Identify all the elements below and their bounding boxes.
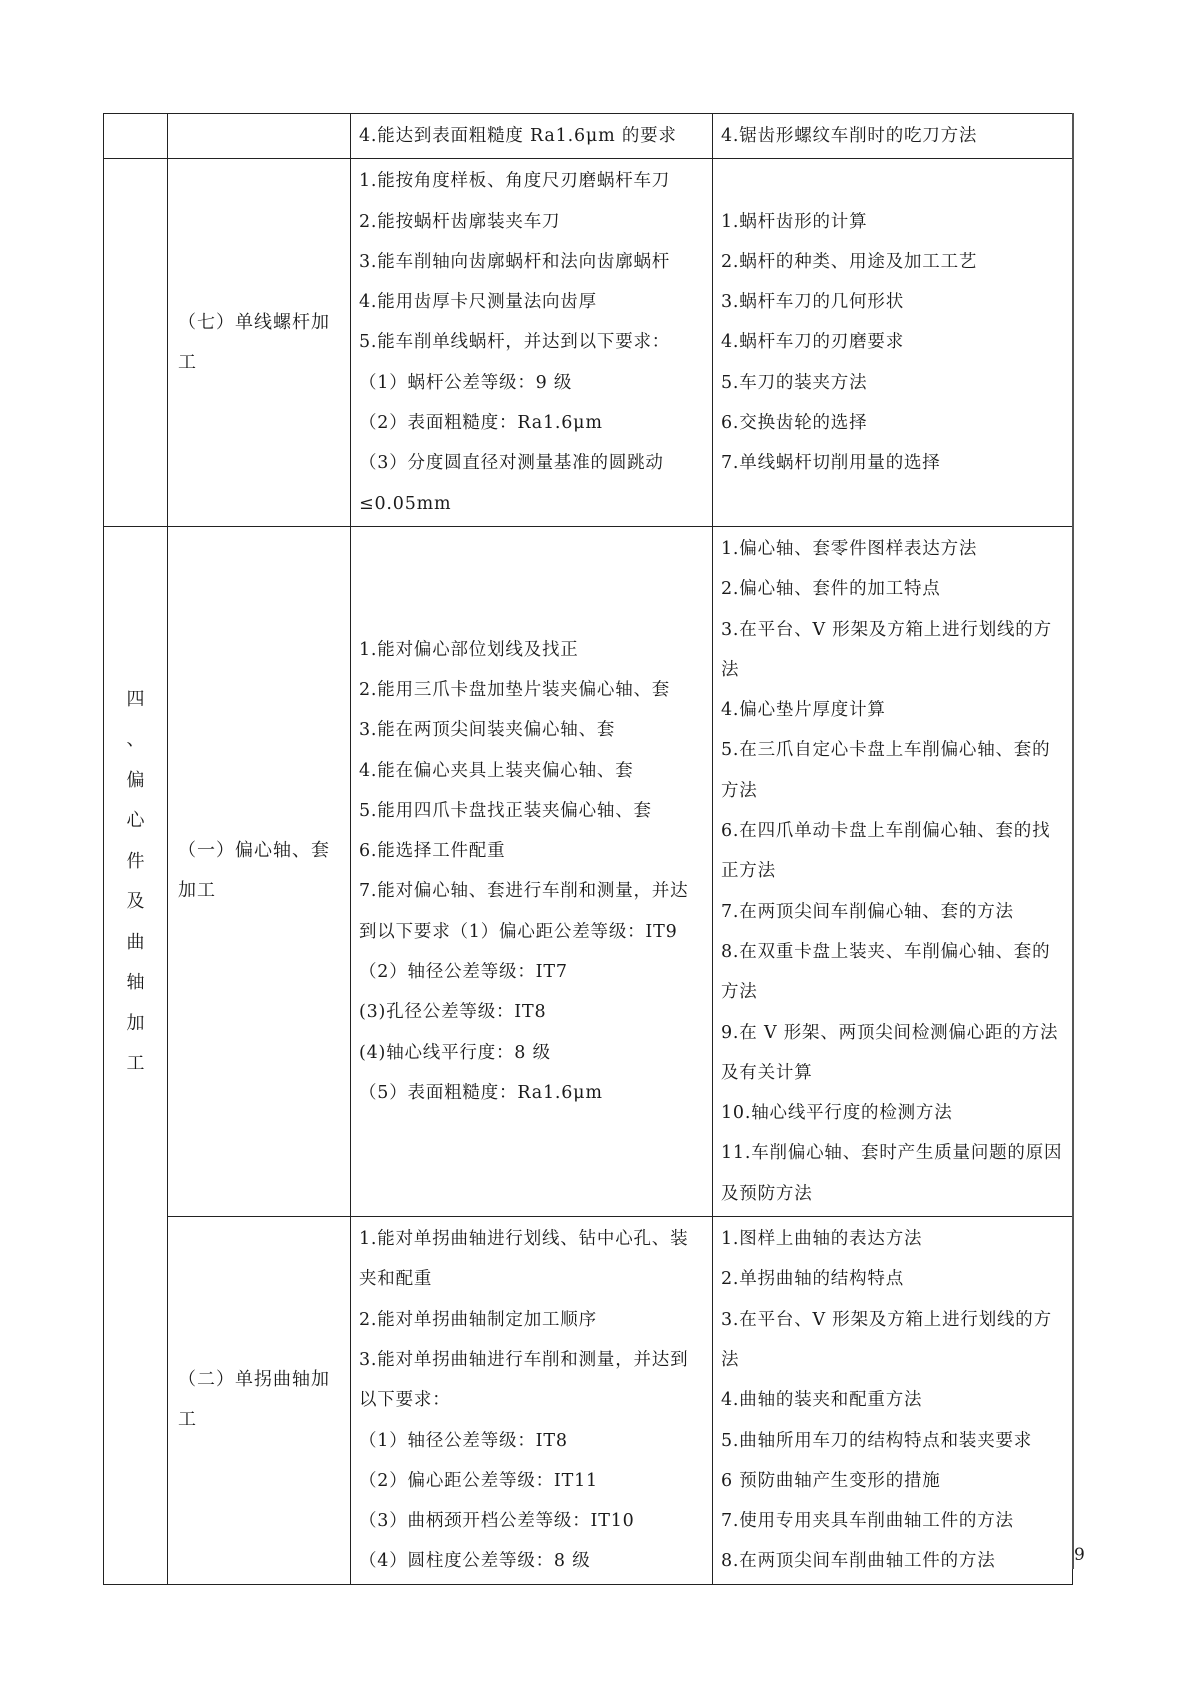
skill-item: 3.能车削轴向齿廓蜗杆和法向齿廓蜗杆 [359, 251, 671, 272]
knowledge-item: 2.偏心轴、套件的加工特点 [721, 579, 941, 600]
knowledge-item: 6.交换齿轮的选择 [721, 413, 868, 434]
skills-cell [351, 159, 713, 527]
table-row [104, 1217, 1073, 1585]
section-char: 心 [126, 810, 145, 832]
subsection-title: （七）单线螺杆加工 [168, 159, 351, 527]
knowledge-item: 1.图样上曲轴的表达方法 [721, 1229, 923, 1250]
section-char: 偏 [126, 769, 145, 791]
table-row [104, 526, 1073, 1216]
skill-item: 2.能对单拐曲轴制定加工顺序 [359, 1309, 597, 1330]
skill-item: 4.能达到表面粗糙度 Ra1.6μm 的要求 [359, 126, 677, 146]
skill-item: (3)孔径公差等级：IT8 [359, 1002, 547, 1023]
knowledge-item: 7.在两顶尖间车削偏心轴、套的方法 [721, 901, 1014, 922]
skill-item: （5）表面粗糙度：Ra1.6μm [359, 1082, 603, 1103]
knowledge-item: 4.蜗杆车刀的刃磨要求 [721, 332, 904, 353]
knowledge-item: 3.蜗杆车刀的几何形状 [721, 292, 904, 313]
knowledge-item: 9.在 V 形架、两顶尖间检测偏心距的方法及有关计算 [721, 1022, 1059, 1083]
knowledge-item: 3.在平台、V 形架及方箱上进行划线的方法 [721, 1309, 1052, 1370]
skills-cell [351, 1217, 713, 1585]
skill-item: 1.能对偏心部位划线及找正 [359, 639, 579, 660]
section-cell [104, 114, 168, 159]
knowledge-item: 2.单拐曲轴的结构特点 [721, 1269, 904, 1290]
knowledge-item: 6 预防曲轴产生变形的措施 [721, 1470, 941, 1491]
table-row [104, 114, 1073, 159]
knowledge-cell [713, 526, 1073, 1216]
knowledge-item: 4.偏心垫片厚度计算 [721, 700, 886, 721]
section-char: 曲 [126, 931, 145, 953]
knowledge-item: 2.蜗杆的种类、用途及加工工艺 [721, 251, 978, 272]
knowledge-item: 7.使用专用夹具车削曲轴工件的方法 [721, 1511, 1014, 1532]
skill-item: 1.能对单拐曲轴进行划线、钻中心孔、装夹和配重 [359, 1229, 689, 1290]
section-char: 工 [126, 1053, 145, 1075]
knowledge-item: 11.车削偏心轴、套时产生质量问题的原因及预防方法 [721, 1143, 1063, 1204]
section-char: 件 [126, 850, 145, 872]
knowledge-item: 3.在平台、V 形架及方箱上进行划线的方法 [721, 619, 1052, 680]
knowledge-item: 7.单线蜗杆切削用量的选择 [721, 453, 941, 474]
page-number: 9 [1074, 1545, 1085, 1565]
skill-item: 3.能在两顶尖间装夹偏心轴、套 [359, 720, 616, 741]
knowledge-item: 5.曲轴所用车刀的结构特点和装夹要求 [721, 1430, 1033, 1451]
subsection-cell [168, 114, 351, 159]
table-row [104, 159, 1073, 527]
section-char: 加 [126, 1012, 145, 1034]
skills-cell [351, 114, 713, 159]
skill-item: 3.能对单拐曲轴进行车削和测量，并达到以下要求： [359, 1349, 689, 1411]
skill-item: （3）分度圆直径对测量基准的圆跳动≤0.05mm [359, 453, 664, 514]
knowledge-item: 5.在三爪自定心卡盘上车削偏心轴、套的方法 [721, 740, 1051, 801]
skill-item: 4.能用齿厚卡尺测量法向齿厚 [359, 292, 597, 313]
skill-item: （2）偏心距公差等级：IT11 [359, 1470, 598, 1491]
skills-cell [351, 526, 713, 1216]
skill-item: 2.能按蜗杆齿廓装夹车刀 [359, 211, 561, 232]
knowledge-cell [713, 114, 1073, 159]
knowledge-item: 8.在双重卡盘上装夹、车削偏心轴、套的方法 [721, 941, 1051, 1003]
knowledge-item: 6.在四爪单动卡盘上车削偏心轴、套的找正方法 [721, 821, 1051, 882]
skill-item: (4)轴心线平行度：8 级 [359, 1042, 551, 1063]
section-char: 四 [126, 688, 145, 710]
skill-item: 6.能选择工件配重 [359, 841, 506, 862]
knowledge-item: 4.曲轴的装夹和配重方法 [721, 1390, 923, 1411]
skill-item: （3）曲柄颈开档公差等级：IT10 [359, 1511, 635, 1532]
knowledge-cell [713, 159, 1073, 527]
subsection-title: （一）偏心轴、套加工 [168, 526, 351, 1216]
skill-item: 7.能对偏心轴、套进行车削和测量，并达到以下要求（1）偏心距公差等级：IT9 [359, 881, 689, 942]
skill-item: 5.能车削单线蜗杆，并达到以下要求： [359, 332, 671, 353]
knowledge-item: 8.在两顶尖间车削曲轴工件的方法 [721, 1551, 996, 1572]
knowledge-item: 10.轴心线平行度的检测方法 [721, 1103, 953, 1124]
section-cell [104, 159, 168, 527]
skill-item: 1.能按角度样板、角度尺刃磨蜗杆车刀 [359, 171, 671, 192]
table-right-border [1072, 113, 1074, 1569]
skill-item: 2.能用三爪卡盘加垫片装夹偏心轴、套 [359, 680, 671, 700]
skill-item: 5.能用四爪卡盘找正装夹偏心轴、套 [359, 800, 652, 821]
skill-item: 4.能在偏心夹具上装夹偏心轴、套 [359, 760, 634, 781]
skill-item: （1）蜗杆公差等级：9 级 [359, 372, 573, 393]
section-char: 轴 [126, 972, 145, 994]
content-table [103, 113, 1073, 1585]
section-char: 、 [126, 729, 145, 751]
skill-item: （2）轴径公差等级：IT7 [359, 962, 568, 983]
knowledge-item: 5.车刀的装夹方法 [721, 372, 868, 393]
knowledge-item: 4.锯齿形螺纹车削时的吃刀方法 [721, 126, 978, 146]
knowledge-item: 1.偏心轴、套零件图样表达方法 [721, 538, 978, 559]
knowledge-item: 1.蜗杆齿形的计算 [721, 211, 868, 232]
skill-item: （1）轴径公差等级：IT8 [359, 1430, 568, 1451]
subsection-title: （二）单拐曲轴加工 [168, 1217, 351, 1585]
knowledge-cell [713, 1217, 1073, 1585]
skill-item: （2）表面粗糙度：Ra1.6μm [359, 413, 603, 434]
section-char: 及 [126, 891, 145, 913]
skill-item: （4）圆柱度公差等级：8 级 [359, 1551, 591, 1572]
section-title [104, 526, 168, 1584]
